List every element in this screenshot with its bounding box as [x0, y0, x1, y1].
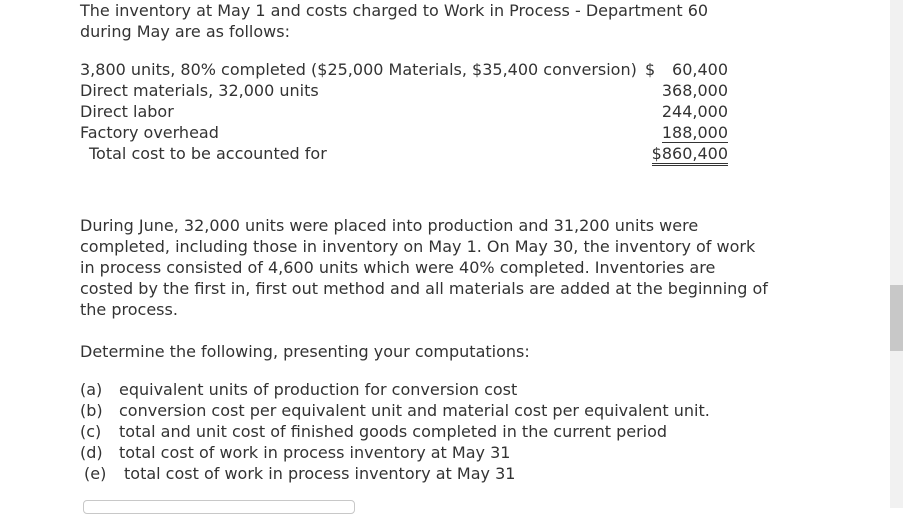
- cost-row-amount: 244,000: [661, 102, 728, 121]
- scrollbar-thumb[interactable]: [890, 285, 903, 351]
- intro-line-1: The inventory at May 1 and costs charged to Work in Process - Department 60: [80, 1, 709, 20]
- instruction-text: Determine the following, presenting your computations:: [80, 342, 530, 361]
- question-label: (d): [80, 443, 103, 462]
- paragraph-line: completed, including those in inventory on May 1. On May 30, the inventory of work: [80, 237, 756, 256]
- cost-row-amount: [662, 122, 728, 143]
- cost-row-label: 3,800 units, 80% completed ($25,000 Materials, $35,400 conversion): [80, 60, 637, 79]
- total-row-label: Total cost to be accounted for: [89, 144, 327, 163]
- question-text: equivalent units of production for conversion cost: [119, 380, 518, 399]
- total-row-amount: [652, 143, 728, 164]
- cost-row-label: Direct materials, 32,000 units: [80, 81, 319, 100]
- paragraph-line: During June, 32,000 units were placed into production and 31,200 units were: [80, 216, 699, 235]
- answer-box[interactable]: [83, 500, 355, 514]
- cost-row-amount: 60,400: [672, 60, 728, 79]
- question-text: conversion cost per equivalent unit and material cost per equivalent unit.: [119, 401, 710, 420]
- cost-row-label: Direct labor: [80, 102, 174, 121]
- question-label: (b): [80, 401, 103, 420]
- underlined-amount: 188,000: [661, 123, 728, 142]
- question-label: (e): [84, 464, 107, 483]
- question-label: (a): [80, 380, 103, 399]
- paragraph-line: in process consisted of 4,600 units which were 40% completed. Inventories are: [80, 258, 716, 277]
- question-label: (c): [80, 422, 102, 441]
- double-underlined-amount: $860,400: [652, 144, 728, 166]
- question-text: total and unit cost of finished goods completed in the current period: [119, 422, 668, 441]
- vertical-scrollbar[interactable]: [890, 0, 903, 508]
- paragraph-line: the process.: [80, 300, 178, 319]
- question-text: total cost of work in process inventory at May 31: [124, 464, 516, 483]
- cost-row-label: Factory overhead: [80, 123, 219, 142]
- paragraph-line: costed by the first in, first out method and all materials are added at the beginning of: [80, 279, 768, 298]
- cost-row-amount: 368,000: [661, 81, 728, 100]
- question-text: total cost of work in process inventory at May 31: [119, 443, 511, 462]
- intro-line-2: during May are as follows:: [80, 22, 290, 41]
- cost-row-currency: $: [645, 60, 656, 79]
